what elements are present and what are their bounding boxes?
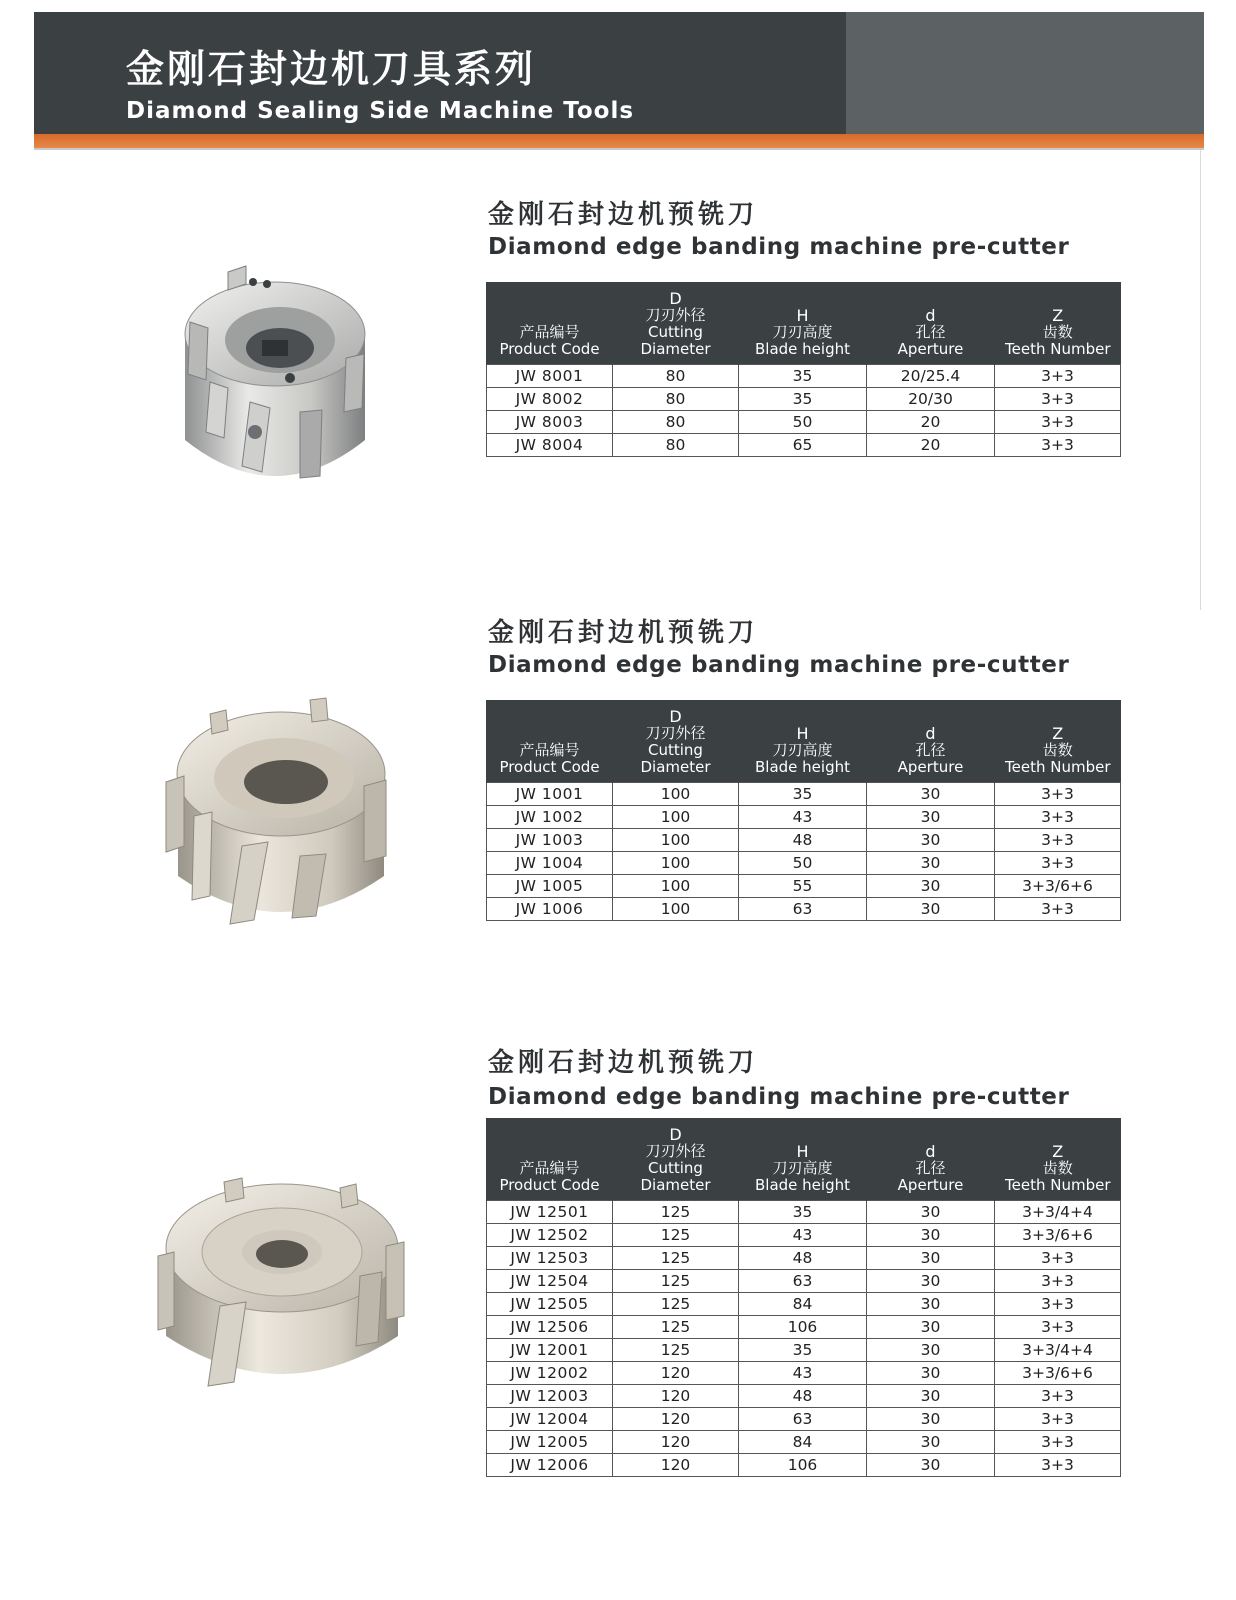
cell-teeth: 3+3 bbox=[995, 1431, 1121, 1454]
cell-diameter: 80 bbox=[613, 365, 739, 388]
header-divider bbox=[34, 148, 1204, 150]
cell-diameter: 125 bbox=[613, 1201, 739, 1224]
cell-aperture: 20/30 bbox=[867, 388, 995, 411]
col-aperture: d 孔径 Aperture bbox=[867, 700, 995, 783]
table-row bbox=[487, 1385, 1121, 1408]
spec-table bbox=[486, 282, 1121, 457]
cell-teeth: 3+3/4+4 bbox=[995, 1339, 1121, 1362]
cell-teeth: 3+3 bbox=[995, 852, 1121, 875]
cell-height: 43 bbox=[739, 1224, 867, 1247]
col-cutting-diameter: D 刀刃外径 Cutting Diameter bbox=[613, 282, 739, 365]
cell-code: JW 12501 bbox=[487, 1201, 613, 1224]
table-row bbox=[487, 1293, 1121, 1316]
table-header-row bbox=[487, 282, 1121, 365]
cell-diameter: 120 bbox=[613, 1362, 739, 1385]
pre-cutter-125mm-image bbox=[150, 1176, 414, 1404]
table-row bbox=[487, 1247, 1121, 1270]
table-row bbox=[487, 898, 1121, 921]
cell-diameter: 100 bbox=[613, 852, 739, 875]
table-header-row bbox=[487, 1118, 1121, 1201]
cell-code: JW 1001 bbox=[487, 783, 613, 806]
cell-height: 50 bbox=[739, 852, 867, 875]
spec-table bbox=[486, 700, 1121, 921]
cell-diameter: 100 bbox=[613, 875, 739, 898]
col-aperture: d 孔径 Aperture bbox=[867, 282, 995, 365]
table-row bbox=[487, 411, 1121, 434]
cell-code: JW 12502 bbox=[487, 1224, 613, 1247]
cell-code: JW 1004 bbox=[487, 852, 613, 875]
cell-diameter: 125 bbox=[613, 1316, 739, 1339]
cell-teeth: 3+3/4+4 bbox=[995, 1201, 1121, 1224]
cell-aperture: 30 bbox=[867, 1339, 995, 1362]
cell-height: 63 bbox=[739, 898, 867, 921]
cell-aperture: 30 bbox=[867, 1385, 995, 1408]
col-product-code: 产品编号 Product Code bbox=[487, 700, 613, 783]
cell-aperture: 30 bbox=[867, 1224, 995, 1247]
cell-aperture: 30 bbox=[867, 1201, 995, 1224]
cell-height: 48 bbox=[739, 1247, 867, 1270]
cell-code: JW 12504 bbox=[487, 1270, 613, 1293]
table-row bbox=[487, 1201, 1121, 1224]
table-row bbox=[487, 365, 1121, 388]
page-title-en: Diamond Sealing Side Machine Tools bbox=[126, 98, 635, 124]
cell-code: JW 8003 bbox=[487, 411, 613, 434]
cell-code: JW 1002 bbox=[487, 806, 613, 829]
col-blade-height: H 刀刃高度 Blade height bbox=[739, 700, 867, 783]
cell-teeth: 3+3 bbox=[995, 1293, 1121, 1316]
col-teeth-number: Z 齿数 Teeth Number bbox=[995, 700, 1121, 783]
cell-height: 35 bbox=[739, 783, 867, 806]
cell-code: JW 12503 bbox=[487, 1247, 613, 1270]
table-row bbox=[487, 1339, 1121, 1362]
cell-aperture: 30 bbox=[867, 1362, 995, 1385]
section-title-cn: 金刚石封边机预铣刀 bbox=[488, 618, 759, 648]
cell-code: JW 8002 bbox=[487, 388, 613, 411]
cell-height: 35 bbox=[739, 365, 867, 388]
cell-diameter: 80 bbox=[613, 411, 739, 434]
col-cutting-diameter: D 刀刃外径 Cutting Diameter bbox=[613, 700, 739, 783]
cell-height: 106 bbox=[739, 1316, 867, 1339]
cell-teeth: 3+3/6+6 bbox=[995, 1224, 1121, 1247]
cell-diameter: 120 bbox=[613, 1431, 739, 1454]
cell-height: 50 bbox=[739, 411, 867, 434]
cell-aperture: 20 bbox=[867, 434, 995, 457]
cell-height: 63 bbox=[739, 1270, 867, 1293]
cell-teeth: 3+3 bbox=[995, 434, 1121, 457]
cell-aperture: 30 bbox=[867, 852, 995, 875]
col-blade-height: H 刀刃高度 Blade height bbox=[739, 1118, 867, 1201]
cell-code: JW 12003 bbox=[487, 1385, 613, 1408]
section-title-en: Diamond edge banding machine pre-cutter bbox=[488, 1084, 1070, 1110]
cell-code: JW 1003 bbox=[487, 829, 613, 852]
cell-teeth: 3+3 bbox=[995, 1385, 1121, 1408]
cell-height: 43 bbox=[739, 1362, 867, 1385]
col-teeth-number: Z 齿数 Teeth Number bbox=[995, 1118, 1121, 1201]
table-row bbox=[487, 1316, 1121, 1339]
cell-diameter: 120 bbox=[613, 1454, 739, 1477]
page-edge-rule bbox=[1200, 150, 1201, 610]
cell-diameter: 100 bbox=[613, 829, 739, 852]
cell-teeth: 3+3 bbox=[995, 1454, 1121, 1477]
cell-teeth: 3+3 bbox=[995, 1316, 1121, 1339]
cell-teeth: 3+3 bbox=[995, 829, 1121, 852]
table-row bbox=[487, 1431, 1121, 1454]
cell-teeth: 3+3 bbox=[995, 806, 1121, 829]
cell-teeth: 3+3/6+6 bbox=[995, 1362, 1121, 1385]
cell-aperture: 30 bbox=[867, 1247, 995, 1270]
cell-height: 48 bbox=[739, 829, 867, 852]
cell-aperture: 30 bbox=[867, 875, 995, 898]
cell-height: 84 bbox=[739, 1293, 867, 1316]
cell-teeth: 3+3 bbox=[995, 783, 1121, 806]
cell-teeth: 3+3 bbox=[995, 388, 1121, 411]
col-product-code: 产品编号 Product Code bbox=[487, 1118, 613, 1201]
cell-diameter: 120 bbox=[613, 1385, 739, 1408]
cell-code: JW 12002 bbox=[487, 1362, 613, 1385]
cell-aperture: 30 bbox=[867, 1293, 995, 1316]
pre-cutter-100mm-image bbox=[150, 696, 412, 932]
table-row bbox=[487, 1408, 1121, 1431]
section-title-en: Diamond edge banding machine pre-cutter bbox=[488, 234, 1070, 260]
table-row bbox=[487, 806, 1121, 829]
cell-teeth: 3+3 bbox=[995, 365, 1121, 388]
cell-diameter: 125 bbox=[613, 1270, 739, 1293]
section-title-cn: 金刚石封边机预铣刀 bbox=[488, 200, 759, 230]
col-aperture: d 孔径 Aperture bbox=[867, 1118, 995, 1201]
cell-code: JW 1006 bbox=[487, 898, 613, 921]
cell-aperture: 30 bbox=[867, 783, 995, 806]
cell-diameter: 100 bbox=[613, 783, 739, 806]
cell-code: JW 12506 bbox=[487, 1316, 613, 1339]
cell-diameter: 125 bbox=[613, 1339, 739, 1362]
cell-aperture: 30 bbox=[867, 898, 995, 921]
pre-cutter-80mm-image bbox=[150, 262, 400, 502]
cell-aperture: 30 bbox=[867, 1316, 995, 1339]
table-row bbox=[487, 388, 1121, 411]
header-orange-stripe bbox=[34, 134, 1204, 148]
table-row bbox=[487, 829, 1121, 852]
cell-aperture: 30 bbox=[867, 806, 995, 829]
cell-code: JW 12001 bbox=[487, 1339, 613, 1362]
cell-diameter: 100 bbox=[613, 806, 739, 829]
header-banner-accent bbox=[846, 12, 1204, 134]
cell-aperture: 30 bbox=[867, 1408, 995, 1431]
cell-code: JW 8004 bbox=[487, 434, 613, 457]
cell-aperture: 30 bbox=[867, 1270, 995, 1293]
cell-aperture: 30 bbox=[867, 1454, 995, 1477]
cell-code: JW 1005 bbox=[487, 875, 613, 898]
cell-height: 35 bbox=[739, 1339, 867, 1362]
table-row bbox=[487, 434, 1121, 457]
page-title-cn: 金刚石封边机刀具系列 bbox=[126, 47, 537, 91]
table-header-row bbox=[487, 700, 1121, 783]
cell-diameter: 100 bbox=[613, 898, 739, 921]
cell-aperture: 30 bbox=[867, 1431, 995, 1454]
cell-height: 35 bbox=[739, 388, 867, 411]
cell-code: JW 12004 bbox=[487, 1408, 613, 1431]
cell-code: JW 12006 bbox=[487, 1454, 613, 1477]
cell-height: 35 bbox=[739, 1201, 867, 1224]
col-cutting-diameter: D 刀刃外径 Cutting Diameter bbox=[613, 1118, 739, 1201]
cell-teeth: 3+3 bbox=[995, 1408, 1121, 1431]
table-row bbox=[487, 1270, 1121, 1293]
cell-diameter: 125 bbox=[613, 1247, 739, 1270]
table-row bbox=[487, 783, 1121, 806]
cell-aperture: 20 bbox=[867, 411, 995, 434]
cell-height: 106 bbox=[739, 1454, 867, 1477]
cell-teeth: 3+3 bbox=[995, 1247, 1121, 1270]
cell-diameter: 125 bbox=[613, 1293, 739, 1316]
table-row bbox=[487, 1362, 1121, 1385]
table-row bbox=[487, 1454, 1121, 1477]
cell-height: 43 bbox=[739, 806, 867, 829]
col-product-code: 产品编号 Product Code bbox=[487, 282, 613, 365]
cell-height: 63 bbox=[739, 1408, 867, 1431]
section-title-en: Diamond edge banding machine pre-cutter bbox=[488, 652, 1070, 678]
cell-diameter: 80 bbox=[613, 388, 739, 411]
section-title-cn: 金刚石封边机预铣刀 bbox=[488, 1048, 759, 1078]
cell-teeth: 3+3 bbox=[995, 1270, 1121, 1293]
col-teeth-number: Z 齿数 Teeth Number bbox=[995, 282, 1121, 365]
cell-height: 84 bbox=[739, 1431, 867, 1454]
cell-teeth: 3+3/6+6 bbox=[995, 875, 1121, 898]
cell-code: JW 12005 bbox=[487, 1431, 613, 1454]
cell-aperture: 30 bbox=[867, 829, 995, 852]
cell-aperture: 20/25.4 bbox=[867, 365, 995, 388]
cell-teeth: 3+3 bbox=[995, 411, 1121, 434]
cell-diameter: 80 bbox=[613, 434, 739, 457]
cell-code: JW 12505 bbox=[487, 1293, 613, 1316]
spec-table bbox=[486, 1118, 1121, 1477]
cell-height: 48 bbox=[739, 1385, 867, 1408]
table-row bbox=[487, 1224, 1121, 1247]
table-row bbox=[487, 852, 1121, 875]
cell-height: 55 bbox=[739, 875, 867, 898]
table-row bbox=[487, 875, 1121, 898]
cell-height: 65 bbox=[739, 434, 867, 457]
cell-code: JW 8001 bbox=[487, 365, 613, 388]
col-blade-height: H 刀刃高度 Blade height bbox=[739, 282, 867, 365]
cell-diameter: 120 bbox=[613, 1408, 739, 1431]
cell-diameter: 125 bbox=[613, 1224, 739, 1247]
cell-teeth: 3+3 bbox=[995, 898, 1121, 921]
